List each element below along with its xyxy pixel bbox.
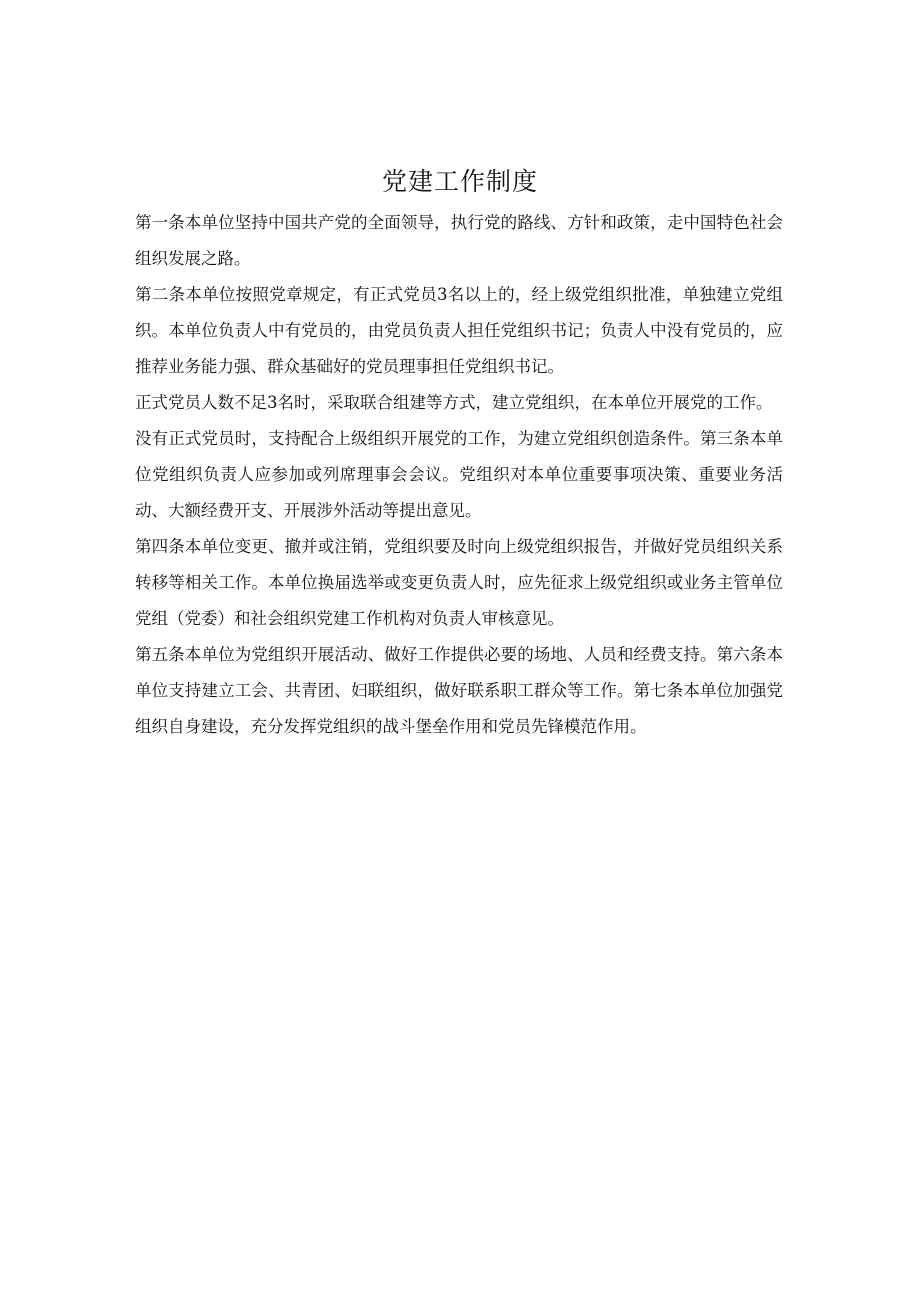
paragraph-article-1: 第一条本单位坚持中国共产党的全面领导，执行党的路线、方针和政策，走中国特色社会组织发展之路。 [135,213,783,268]
document-title: 党建工作制度 [381,167,538,196]
paragraph-article-2: 第二条本单位按照党章规定，有正式党员3名以上的，经上级党组织批准，单独建立党组织。本单位负责人中有党员的，由党员负责人担任党组织书记；负责人中没有党员的，应推荐业务能力强、群众基础好的党员理事担任党组织书记。 [135,285,783,376]
paragraph-articles-5-7: 第五条本单位为党组织开展活动、做好工作提供必要的场地、人员和经费支持。第六条本单位支持建立工会、共青团、妇联组织，做好联系职工群众等工作。第七条本单位加强党组织自身建设，充分发挥党组织的战斗堡垒作用和党员先锋模范作用。 [135,645,783,736]
paragraph-article-3: 没有正式党员时，支持配合上级组织开展党的工作，为建立党组织创造条件。第三条本单位党组织负责人应参加或列席理事会会议。党组织对本单位重要事项决策、重要业务活动、大额经费开支、开展涉外活动等提出意见。 [135,429,783,520]
document-body [135,205,783,745]
paragraph-joint-organization: 正式党员人数不足3名时，采取联合组建等方式，建立党组织，在本单位开展党的工作。 [135,393,773,412]
paragraph-article-4: 第四条本单位变更、撤并或注销，党组织要及时向上级党组织报告，并做好党员组织关系转移等相关工作。本单位换届选举或变更负责人时，应先征求上级党组织或业务主管单位党组（党委）和社会组织党建工作机构对负责人审核意见。 [135,537,783,628]
